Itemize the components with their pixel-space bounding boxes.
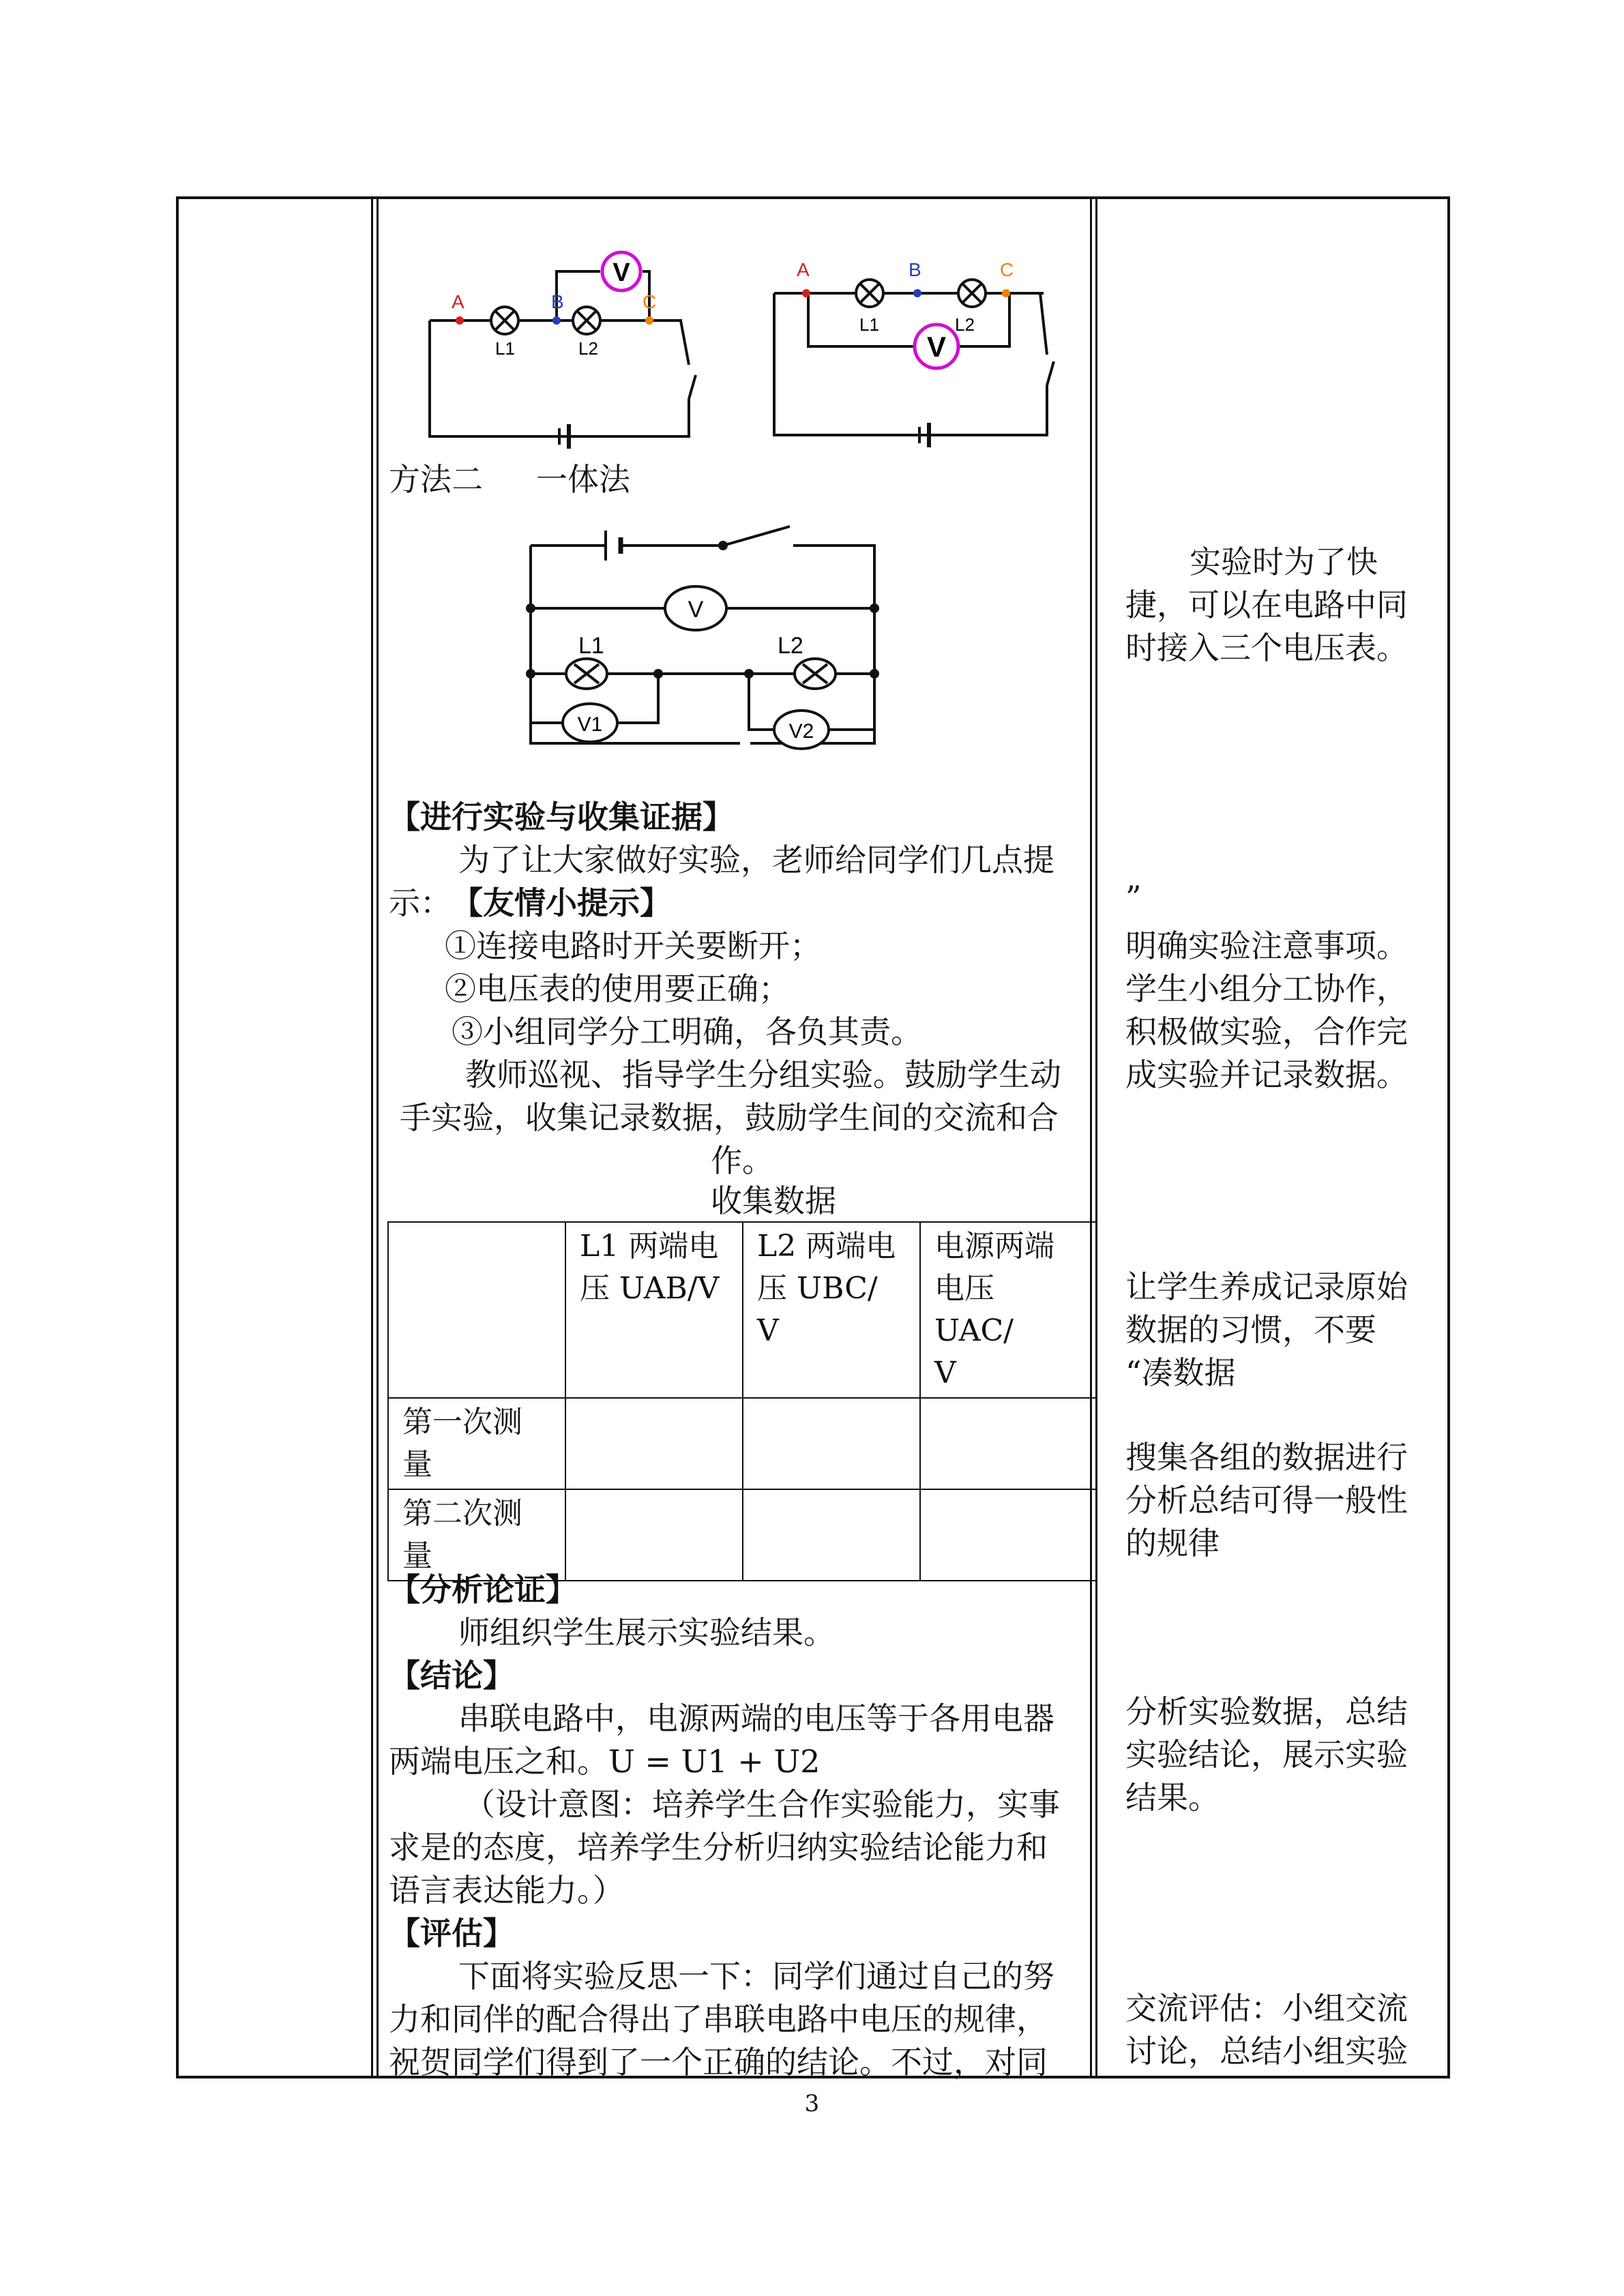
note-5-line: 分析实验数据，总结 [1125, 1693, 1408, 1730]
data-cell [565, 1489, 743, 1581]
point-a-label: A [797, 259, 810, 280]
lamp-l1-label: L1 [578, 633, 604, 659]
note-5-line: 结果。 [1125, 1779, 1220, 1816]
conclusion-line-1: 串联电路中，电源两端的电压等于各用电器 [458, 1700, 1054, 1737]
lamp-l1-icon [566, 659, 607, 689]
point-b-label: B [551, 291, 564, 312]
design-line-2: 求是的态度，培养学生分析归纳实验结论能力和 [389, 1829, 1048, 1866]
note-4-line: 搜集各组的数据进行 [1125, 1439, 1408, 1476]
section-evaluation-heading: 【评估】 [389, 1915, 514, 1952]
intro-line-1: 为了让大家做好实验，老师给同学们几点提 [458, 841, 1054, 878]
point-b-label: B [909, 259, 921, 280]
data-table [387, 1221, 1097, 1581]
note-6-line: 交流评估：小组交流 [1125, 1990, 1408, 2027]
table-header-cell [743, 1222, 920, 1398]
lamp-l1-icon [491, 307, 518, 334]
method2-name: 一体法 [536, 461, 630, 498]
header-line: L2 两端电 [757, 1229, 896, 1264]
lamp-l2-icon [795, 659, 836, 689]
note-3-line: “凑数据 [1125, 1354, 1236, 1391]
point-a-label: A [452, 291, 464, 312]
header-line: L1 两端电 [580, 1229, 719, 1264]
lamp-l2-icon [958, 280, 986, 307]
table-header-row [388, 1222, 1096, 1398]
section-analysis-heading: 【分析论证】 [389, 1571, 577, 1608]
table-caption: 收集数据 [711, 1182, 836, 1219]
note-2-line: 明确实验注意事项。 [1125, 927, 1408, 964]
column-divider-1b [377, 199, 379, 2076]
quote-mark: ” [1125, 879, 1142, 916]
lamp-l1-label: L1 [495, 338, 515, 359]
table-row [388, 1398, 1096, 1489]
data-cell [565, 1398, 743, 1489]
circuit-diagram-1 [409, 245, 709, 450]
row-label-cell [388, 1398, 565, 1489]
row-label-line: 第一次测 [402, 1405, 522, 1440]
note-2-line: 成实验并记录数据。 [1125, 1056, 1408, 1093]
eval-line-3: 祝贺同学们得到了一个正确的结论。不过，对同 [389, 2044, 1048, 2081]
table-corner-cell [388, 1222, 565, 1398]
page-number: 3 [804, 2090, 820, 2117]
tips-title: 【友情小提示】 [452, 884, 671, 921]
column-divider-2b [1095, 199, 1097, 2076]
header-line: 压 UAB/V [580, 1271, 720, 1306]
header-line: 电压 UAC/ [934, 1271, 1014, 1348]
data-cell [743, 1398, 920, 1489]
note-3-line: 数据的习惯，不要 [1125, 1311, 1376, 1348]
design-line-1: （设计意图：培养学生合作实验能力，实事 [464, 1786, 1060, 1823]
design-line-3: 语言表达能力。） [389, 1872, 624, 1909]
row-label-line: 量 [402, 1538, 432, 1573]
table-header-cell [565, 1222, 743, 1398]
note-1-line: 时接入三个电压表。 [1125, 629, 1408, 666]
teacher-line-3: 作。 [711, 1142, 773, 1179]
table-row [388, 1489, 1096, 1581]
row-label-cell [388, 1489, 565, 1581]
tip-3: ③小组同学分工明确，各负其责。 [452, 1013, 922, 1050]
lamp-l1-label: L1 [859, 314, 879, 335]
conclusion-line-2: 两端电压之和。U = U1 + U2 [389, 1743, 821, 1780]
point-c-label: C [643, 291, 657, 312]
note-2-line: 积极做实验，合作完 [1125, 1013, 1408, 1050]
note-2-line: 学生小组分工协作， [1125, 970, 1408, 1007]
column-divider-1 [371, 199, 373, 2076]
lamp-l1-icon [856, 280, 883, 307]
voltmeter-v-label: V [688, 597, 704, 623]
data-cell [920, 1489, 1096, 1581]
note-3-line: 让学生养成记录原始 [1125, 1268, 1408, 1305]
teacher-line-2: 手实验，收集记录数据，鼓励学生间的交流和合 [400, 1099, 1059, 1136]
lamp-l2-label: L2 [955, 314, 975, 335]
data-cell [743, 1489, 920, 1581]
section-experiment-heading: 【进行实验与收集证据】 [389, 799, 734, 835]
column-divider-2 [1090, 199, 1092, 2076]
intro-line-2-prefix: 示： [389, 884, 452, 921]
tip-1: ①连接电路时开关要断开； [445, 927, 821, 964]
data-cell [920, 1398, 1096, 1489]
note-5-line: 实验结论，展示实验 [1125, 1736, 1408, 1773]
voltmeter-label: V [612, 258, 630, 287]
eval-line-2: 力和同伴的配合得出了串联电路中电压的规律， [389, 2001, 1048, 2038]
circuit-diagram-2 [764, 245, 1064, 450]
voltmeter-v2-label: V2 [788, 720, 814, 743]
lamp-l2-label: L2 [778, 633, 803, 659]
method2-label: 方法二 [389, 461, 483, 498]
header-line: 压 UBC/ V [757, 1271, 878, 1348]
lamp-l2-label: L2 [578, 338, 598, 359]
note-1-line: 捷，可以在电路中同 [1125, 586, 1408, 623]
row-label-line: 量 [402, 1447, 432, 1482]
row-label-line: 第二次测 [402, 1496, 522, 1531]
section-conclusion-heading: 【结论】 [389, 1657, 514, 1694]
analysis-text: 师组织学生展示实验结果。 [458, 1614, 835, 1651]
circuit-diagram-3 [518, 518, 887, 764]
tip-2: ②电压表的使用要正确； [445, 970, 790, 1007]
note-4-line: 的规律 [1125, 1525, 1220, 1562]
header-line: V [934, 1356, 956, 1390]
eval-line-1: 下面将实验反思一下：同学们通过自己的努 [458, 1958, 1054, 1995]
teacher-line-1: 教师巡视、指导学生分组实验。鼓励学生动 [465, 1056, 1061, 1093]
note-1-line: 实验时为了快 [1190, 543, 1378, 580]
table-header-cell [920, 1222, 1096, 1398]
point-c-label: C [1000, 259, 1014, 280]
lamp-l2-icon [573, 307, 600, 334]
header-line: 电源两端 [934, 1229, 1054, 1264]
note-4-line: 分析总结可得一般性 [1125, 1482, 1408, 1519]
voltmeter-label: V [926, 331, 947, 363]
voltmeter-v1-label: V1 [577, 713, 603, 736]
note-6-line: 讨论，总结小组实验 [1125, 2033, 1408, 2070]
